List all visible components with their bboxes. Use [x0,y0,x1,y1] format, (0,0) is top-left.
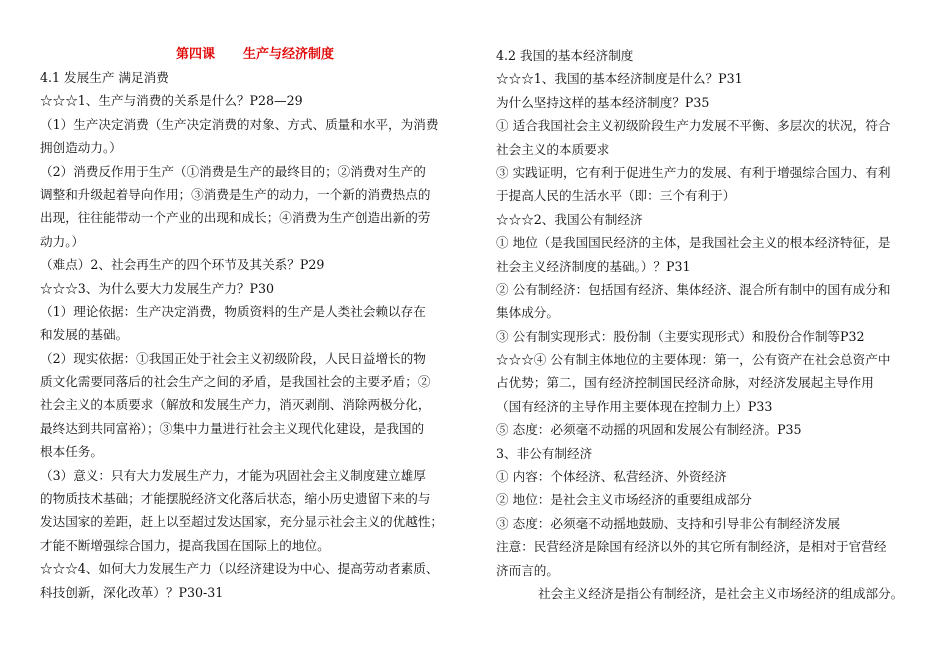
text-line: 集体成分。 [496,305,559,321]
note-line: 注意：民营经济是除国有经济以外的其它所有制经济，是相对于官营经 [496,539,887,555]
text-line: ③ 公有制实现形式：股份制（主要实现形式）和股份合作制等P32 [496,328,865,344]
text-line: ② 公有制经济：包括国有经济、集体经济、混合所有制中的国有成分和 [496,281,891,297]
question-3: ☆☆☆3、为什么要大力发展生产力？P30 [40,280,275,296]
text-line: 于提高人民的生活水平（即：三个有利于） [496,188,736,204]
text-line: 质文化需要同落后的社会生产之间的矛盾，是我国社会的主要矛盾；② [40,374,431,390]
text-line: ③ 实践证明，它有利于促进生产力的发展、有利于增强综合国力、有利 [496,164,891,180]
text-line: （1）理论依据：生产决定消费，物质资料的生产是人类社会赖以存在 [40,303,426,319]
text-line: 拥创造动力。） [40,140,122,156]
text-line: ② 地位：是社会主义市场经济的重要组成部分 [496,492,752,508]
text-line: 调整和升级起着导向作用；③消费是生产的动力，一个新的消费热点的 [40,186,431,202]
lesson-title [40,44,460,66]
question-2: （难点）2、社会再生产的四个环节及其关系？P29 [40,257,325,273]
left-column [40,44,460,604]
text-line: ☆☆☆④ 公有制主体地位的主要体现：第一，公有资产在社会总资产中 [496,352,891,368]
text-line: 最终达到共同富裕）；③集中力量进行社会主义现代化建设，是我国的 [40,420,425,436]
text-line: 才能不断增强综合国力，提高我国在国际上的地位。 [40,537,330,553]
text-line: 根本任务。 [40,444,103,460]
question-4: ☆☆☆4、如何大力发展生产力（以经济建设为中心、提高劳动者素质、 [40,561,439,577]
lesson-number: 第四课 [176,47,216,62]
text-line: 发达国家的差距，赶上以至超过发达国家，充分显示社会主义的优越性； [40,514,443,530]
note-line: 济而言的。 [496,562,559,578]
text-line: ⑤ 态度：必须毫不动摇的巩固和发展公有制经济。P35 [496,422,802,438]
text-line: 和发展的基础。 [40,327,129,343]
text-line: 出现，往往能带动一个产业的出现和成长；④消费为生产创造出新的劳 [40,210,431,226]
text-line: 为什么坚持这样的基本经济制度？P35 [496,94,710,110]
text-line: （1）生产决定消费（生产决定消费的对象、方式、质量和水平，为消费 [40,116,439,132]
text-line: 社会主义的本质要求 [496,141,610,157]
text-line: ① 内容：个体经济、私营经济、外资经济 [496,469,727,485]
text-line: ③ 态度：必须毫不动摇地鼓励、支持和引导非公有制经济发展 [496,515,841,531]
right-column [496,44,916,605]
section-heading: 4.2 我国的基本经济制度 [496,48,634,63]
lesson-name: 生产与经济制度 [243,47,335,62]
text-line: 的物质技术基础；才能摆脱经济文化落后状态，缩小历史遗留下来的与 [40,491,431,507]
question-2: ☆☆☆2、我国公有制经济 [496,211,643,227]
text-line: （国有经济的主导作用主要体现在控制力上）P33 [496,398,773,414]
question-1: ☆☆☆1、生产与消费的关系是什么？P28—29 [40,93,303,109]
text-line: ① 适合我国社会主义初级阶段生产力发展不平衡、多层次的状况，符合 [496,118,891,134]
question-3: 3、非公有制经济 [496,445,593,461]
text-line: （3）意义：只有大力发展生产力，才能为巩固社会主义制度建立雄厚 [40,467,426,483]
text-line: 动力。） [40,233,85,249]
text-line: ① 地位（是我国国民经济的主体，是我国社会主义的根本经济特征，是 [496,235,891,251]
section-heading: 4.1 发展生产 满足消费 [40,70,169,85]
question-1: ☆☆☆1、我国的基本经济制度是什么？P31 [496,71,743,87]
text-line: （2）现实依据：①我国正处于社会主义初级阶段，人民日益增长的物 [40,350,426,366]
text-line: 科技创新，深化改革）？P30-31 [40,584,224,600]
text-line: 社会主义的本质要求（解放和发展生产力，消灭剥削、消除两极分化， [40,397,431,413]
text-line: （2）消费反作用于生产（①消费是生产的最终目的；②消费对生产的 [40,163,426,179]
text-line: 占优势；第二，国有经济控制国民经济命脉，对经济发展起主导作用 [496,375,874,391]
summary-line: 社会主义经济是指公有制经济，是社会主义市场经济的组成部分。 [538,585,904,601]
text-line: 社会主义经济制度的基础。）？P31 [496,258,691,274]
